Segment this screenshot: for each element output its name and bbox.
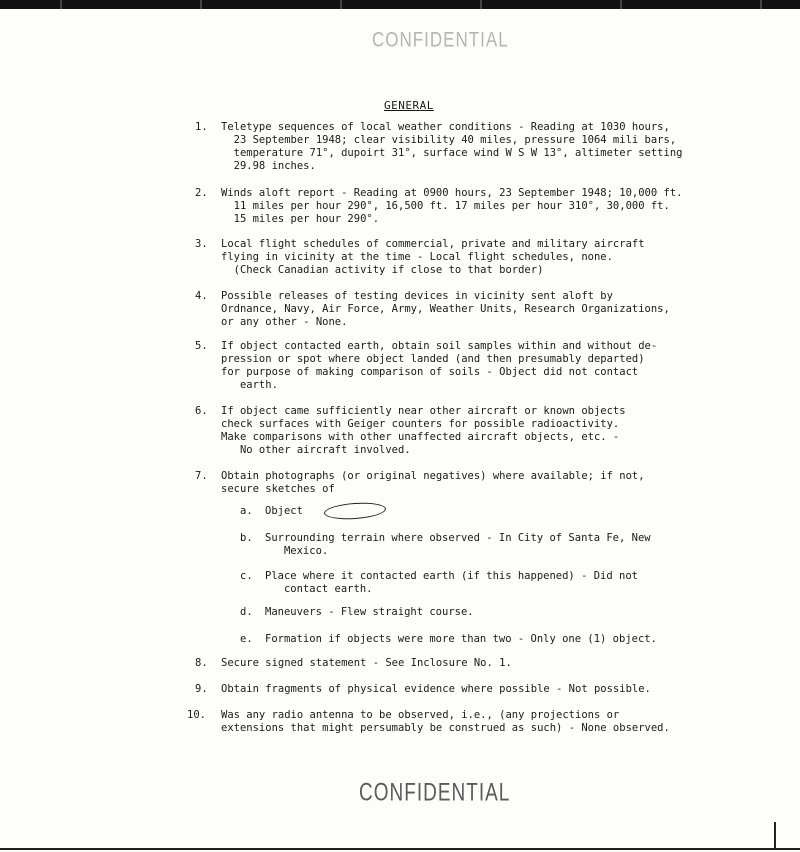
sub-item-letter: a. [240,505,253,517]
item-number: 1. [195,121,208,133]
item-text: If object contacted earth, obtain soil samples within and without de- pression or spot where object landed (and then presumably departed) for purpose of making comparison of soils - Object did not contact earth. [221,340,658,391]
top-scan-border [0,0,800,9]
item-text: Possible releases of testing devices in vicinity sent aloft by Ordnance, Navy, Air Force, Army, Weather Units, Research Organizations, or any other - None. [221,290,670,328]
item-number: 7. [195,470,208,482]
item-text: Winds aloft report - Reading at 0900 hours, 23 September 1948; 10,000 ft. 11 miles per hour 290°, 16,500 ft. 17 miles per hour 310°, 30,000 ft. 15 miles per hour 290°. [221,187,683,225]
sub-item-letter: e. [240,633,253,645]
sub-item-text: Object [265,505,303,517]
section-heading: GENERAL [384,99,434,112]
item-number: 2. [195,187,208,199]
item-number: 10. [187,709,206,721]
item-text: Was any radio antenna to be observed, i.e., (any projections or extensions that might persumably be construed as such) - None observed. [221,709,670,734]
item-number: 8. [195,657,208,669]
sub-item-letter: b. [240,532,253,544]
item-number: 6. [195,405,208,417]
item-text: Obtain fragments of physical evidence where possible - Not possible. [221,683,651,695]
item-number: 5. [195,340,208,352]
sub-item-letter: d. [240,606,253,618]
item-number: 4. [195,290,208,302]
sub-item-text: Place where it contacted earth (if this happened) - Did not contact earth. [265,570,638,595]
item-text: If object came sufficiently near other aircraft or known objects check surfaces with Geiger counters for possible radioactivity. Make comparisons with other unaffected aircraft objects, etc. - No other aircraft involved. [221,405,626,456]
sub-item-text: Formation if objects were more than two - Only one (1) object. [265,633,657,645]
item-text: Teletype sequences of local weather conditions - Reading at 1030 hours, 23 September 1948; clear visibility 40 miles, pressure 1064 mili bars, temperature 71°, dupoirt 31°, surface wind W S W 13°, altimeter setting 29.98 inches. [221,121,683,172]
object-sketch-ellipse [324,501,387,521]
item-number: 9. [195,683,208,695]
margin-mark [774,822,776,850]
sub-item-text: Surrounding terrain where observed - In City of Santa Fe, New Mexico. [265,532,651,557]
bottom-scan-border [0,848,800,850]
confidential-stamp-bottom: CONFIDENTIAL [359,779,511,807]
item-number: 3. [195,238,208,250]
sub-item-letter: c. [240,570,253,582]
item-text: Local flight schedules of commercial, private and military aircraft flying in vicinity at the time - Local flight schedules, none. (Check Canadian activity if close to that border) [221,238,645,276]
confidential-stamp-top: CONFIDENTIAL [372,27,509,52]
sub-item-text: Maneuvers - Flew straight course. [265,606,474,618]
item-text: Secure signed statement - See Inclosure No. 1. [221,657,512,669]
item-text: Obtain photographs (or original negatives) where available; if not, secure sketches of [221,470,645,495]
